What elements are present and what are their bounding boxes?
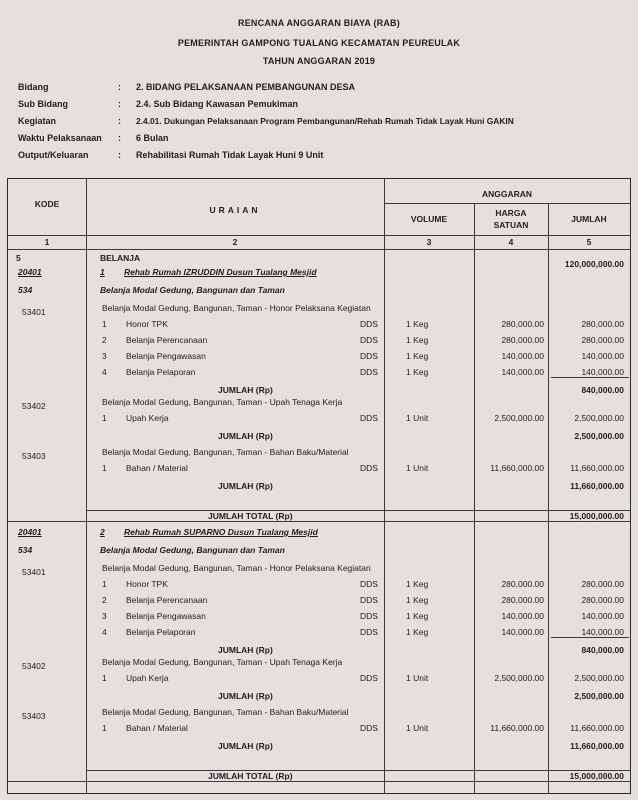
subtotal-amount: 11,660,000.00	[570, 741, 624, 751]
subtotal-label: JUMLAH (Rp)	[218, 691, 273, 701]
header-num-4: 4	[508, 237, 514, 247]
item-unit-price: 140,000.00	[501, 351, 544, 361]
subgroup-kode: 534	[18, 545, 33, 555]
item-unit-price: 280,000.00	[501, 335, 544, 345]
account-title: Belanja Modal Gedung, Bangunan, Taman - Bahan Baku/Material	[102, 447, 349, 457]
account-kode: 53403	[22, 711, 46, 721]
info-value: 2. BIDANG PELAKSANAAN PEMBANGUNAN DESA	[136, 82, 356, 92]
item-number: 1	[102, 319, 107, 329]
item-amount: 2,500,000.00	[574, 413, 624, 423]
item-volume: 1 Unit	[406, 413, 429, 423]
subtotal-label: JUMLAH (Rp)	[218, 385, 273, 395]
item-unit-price: 140,000.00	[501, 627, 544, 637]
item-amount: 280,000.00	[581, 595, 624, 605]
item-volume: 1 Unit	[406, 723, 429, 733]
info-colon: :	[118, 99, 121, 109]
header-volume: VOLUME	[410, 214, 448, 224]
item-source: DDS	[360, 463, 378, 473]
item-unit-price: 11,660,000.00	[490, 723, 544, 733]
item-number: 1	[102, 579, 107, 589]
item-number: 2	[102, 595, 107, 605]
item-number: 2	[102, 335, 107, 345]
item-amount: 2,500,000.00	[574, 673, 624, 683]
group-title: Rehab Rumah SUPARNO Dusun Tualang Mesjid	[124, 527, 318, 537]
item-number: 1	[102, 463, 107, 473]
item-volume: 1 Keg	[406, 367, 429, 377]
belanja-label: BELANJA	[100, 253, 141, 263]
item-name: Belanja Pengawasan	[126, 611, 206, 621]
item-volume: 1 Unit	[406, 463, 429, 473]
item-source: DDS	[360, 627, 378, 637]
item-amount: 11,660,000.00	[570, 463, 624, 473]
subgroup-title: Belanja Modal Gedung, Bangunan dan Taman	[100, 285, 285, 295]
row-divider	[8, 249, 630, 250]
item-number: 1	[102, 673, 107, 683]
col-divider	[548, 203, 549, 793]
item-volume: 1 Keg	[406, 335, 429, 345]
subtotal-label: JUMLAH (Rp)	[218, 431, 273, 441]
header-num-2: 2	[232, 237, 238, 247]
item-number: 3	[102, 611, 107, 621]
item-source: DDS	[360, 367, 378, 377]
row-divider	[384, 203, 630, 204]
row-divider	[8, 235, 630, 236]
item-source: DDS	[360, 351, 378, 361]
item-name: Upah Kerja	[126, 413, 169, 423]
item-unit-price: 280,000.00	[501, 319, 544, 329]
item-name: Belanja Perencanaan	[126, 595, 208, 605]
item-unit-price: 140,000.00	[501, 367, 544, 377]
group-kode: 20401	[18, 527, 42, 537]
col-divider	[384, 179, 385, 793]
account-title: Belanja Modal Gedung, Bangunan, Taman - Honor Pelaksana Kegiatan	[102, 303, 371, 313]
item-name: Honor TPK	[126, 579, 168, 589]
subtotal-amount: 2,500,000.00	[574, 431, 624, 441]
grand-total-amount: 15,000,000.00	[569, 771, 624, 781]
item-name: Belanja Pelaporan	[126, 367, 196, 377]
info-label: Sub Bidang	[18, 99, 68, 109]
header-kode: KODE	[34, 199, 60, 209]
account-title: Belanja Modal Gedung, Bangunan, Taman - Honor Pelaksana Kegiatan	[102, 563, 371, 573]
item-number: 4	[102, 627, 107, 637]
account-title: Belanja Modal Gedung, Bangunan, Taman - Upah Tenaga Kerja	[102, 397, 343, 407]
item-number: 1	[102, 723, 107, 733]
item-source: DDS	[360, 611, 378, 621]
subgroup-title: Belanja Modal Gedung, Bangunan dan Taman	[100, 545, 285, 555]
item-unit-price: 280,000.00	[501, 579, 544, 589]
info-value: Rehabilitasi Rumah Tidak Layak Huni 9 Unit	[136, 150, 324, 160]
header-anggaran: ANGGARAN	[481, 189, 533, 199]
group-number: 2	[100, 527, 105, 537]
info-value: 6 Bulan	[136, 133, 169, 143]
col-divider	[86, 179, 87, 793]
budget-table	[7, 178, 631, 794]
item-amount: 280,000.00	[581, 579, 624, 589]
subtotal-label: JUMLAH (Rp)	[218, 741, 273, 751]
item-amount: 11,660,000.00	[570, 723, 624, 733]
info-colon: :	[118, 82, 121, 92]
info-colon: :	[118, 133, 121, 143]
group-title: Rehab Rumah IZRUDDIN Dusun Tualang Mesjid	[124, 267, 317, 277]
grand-total-amount: 15,000,000.00	[569, 511, 624, 521]
document-title: RENCANA ANGGARAN BIAYA (RAB)	[238, 18, 400, 28]
info-colon: :	[118, 116, 121, 126]
row-divider	[8, 521, 630, 522]
header-num-1: 1	[44, 237, 50, 247]
account-kode: 53403	[22, 451, 46, 461]
header-uraian: URAIAN	[209, 205, 261, 215]
account-title: Belanja Modal Gedung, Bangunan, Taman - Bahan Baku/Material	[102, 707, 349, 717]
item-volume: 1 Keg	[406, 319, 429, 329]
grand-total-label: JUMLAH TOTAL (Rp)	[208, 511, 293, 521]
header-harga: HARGA	[495, 208, 527, 218]
subtotal-amount: 840,000.00	[581, 385, 624, 395]
info-value: 2.4.01. Dukungan Pelaksanaan Program Pembangunan/Rehab Rumah Tidak Layak Huni GAKIN	[136, 116, 514, 126]
grand-total-label: JUMLAH TOTAL (Rp)	[208, 771, 293, 781]
info-label: Kegiatan	[18, 116, 57, 126]
row-divider	[8, 781, 630, 782]
item-amount: 140,000.00	[581, 351, 624, 361]
info-label: Output/Keluaran	[18, 150, 89, 160]
item-amount: 280,000.00	[581, 335, 624, 345]
subtotal-line	[551, 637, 629, 638]
item-source: DDS	[360, 579, 378, 589]
info-colon: :	[118, 150, 121, 160]
belanja-total: 120,000,000.00	[564, 259, 624, 269]
subtotal-amount: 2,500,000.00	[574, 691, 624, 701]
item-unit-price: 140,000.00	[501, 611, 544, 621]
item-unit-price: 2,500,000.00	[494, 413, 544, 423]
subtotal-amount: 840,000.00	[581, 645, 624, 655]
col-divider	[474, 203, 475, 793]
subtotal-line	[551, 377, 629, 378]
item-volume: 1 Keg	[406, 595, 429, 605]
account-kode: 53401	[22, 307, 46, 317]
header-satuan: SATUAN	[493, 220, 529, 230]
subtotal-amount: 11,660,000.00	[570, 481, 624, 491]
item-unit-price: 2,500,000.00	[494, 673, 544, 683]
group-number: 1	[100, 267, 105, 277]
info-label: Waktu Pelaksanaan	[18, 133, 102, 143]
item-name: Upah Kerja	[126, 673, 169, 683]
item-number: 3	[102, 351, 107, 361]
header-jumlah: JUMLAH	[571, 214, 607, 224]
header-num-5: 5	[586, 237, 592, 247]
subgroup-kode: 534	[18, 285, 33, 295]
account-kode: 53402	[22, 401, 46, 411]
header-num-3: 3	[426, 237, 432, 247]
item-source: DDS	[360, 595, 378, 605]
item-name: Bahan / Material	[126, 463, 188, 473]
subtotal-label: JUMLAH (Rp)	[218, 645, 273, 655]
item-name: Bahan / Material	[126, 723, 188, 733]
item-volume: 1 Unit	[406, 673, 429, 683]
account-kode: 53401	[22, 567, 46, 577]
government-name: PEMERINTAH GAMPONG TUALANG KECAMATAN PEUREULAK	[177, 38, 461, 48]
item-amount: 140,000.00	[581, 611, 624, 621]
item-volume: 1 Keg	[406, 579, 429, 589]
account-title: Belanja Modal Gedung, Bangunan, Taman - Upah Tenaga Kerja	[102, 657, 343, 667]
item-amount: 280,000.00	[581, 319, 624, 329]
item-source: DDS	[360, 413, 378, 423]
item-number: 1	[102, 413, 107, 423]
belanja-kode: 5	[16, 253, 21, 263]
group-kode: 20401	[18, 267, 42, 277]
budget-year: TAHUN ANGGARAN 2019	[262, 56, 376, 66]
info-value: 2.4. Sub Bidang Kawasan Pemukiman	[136, 99, 299, 109]
item-name: Belanja Pelaporan	[126, 627, 196, 637]
item-source: DDS	[360, 319, 378, 329]
item-volume: 1 Keg	[406, 351, 429, 361]
item-amount: 140,000.00	[581, 627, 624, 637]
item-name: Honor TPK	[126, 319, 168, 329]
item-source: DDS	[360, 673, 378, 683]
item-volume: 1 Keg	[406, 611, 429, 621]
account-kode: 53402	[22, 661, 46, 671]
item-name: Belanja Pengawasan	[126, 351, 206, 361]
subtotal-label: JUMLAH (Rp)	[218, 481, 273, 491]
info-label: Bidang	[18, 82, 49, 92]
item-unit-price: 280,000.00	[501, 595, 544, 605]
item-source: DDS	[360, 723, 378, 733]
item-name: Belanja Perencanaan	[126, 335, 208, 345]
item-amount: 140,000.00	[581, 367, 624, 377]
item-volume: 1 Keg	[406, 627, 429, 637]
item-number: 4	[102, 367, 107, 377]
item-unit-price: 11,660,000.00	[490, 463, 544, 473]
item-source: DDS	[360, 335, 378, 345]
